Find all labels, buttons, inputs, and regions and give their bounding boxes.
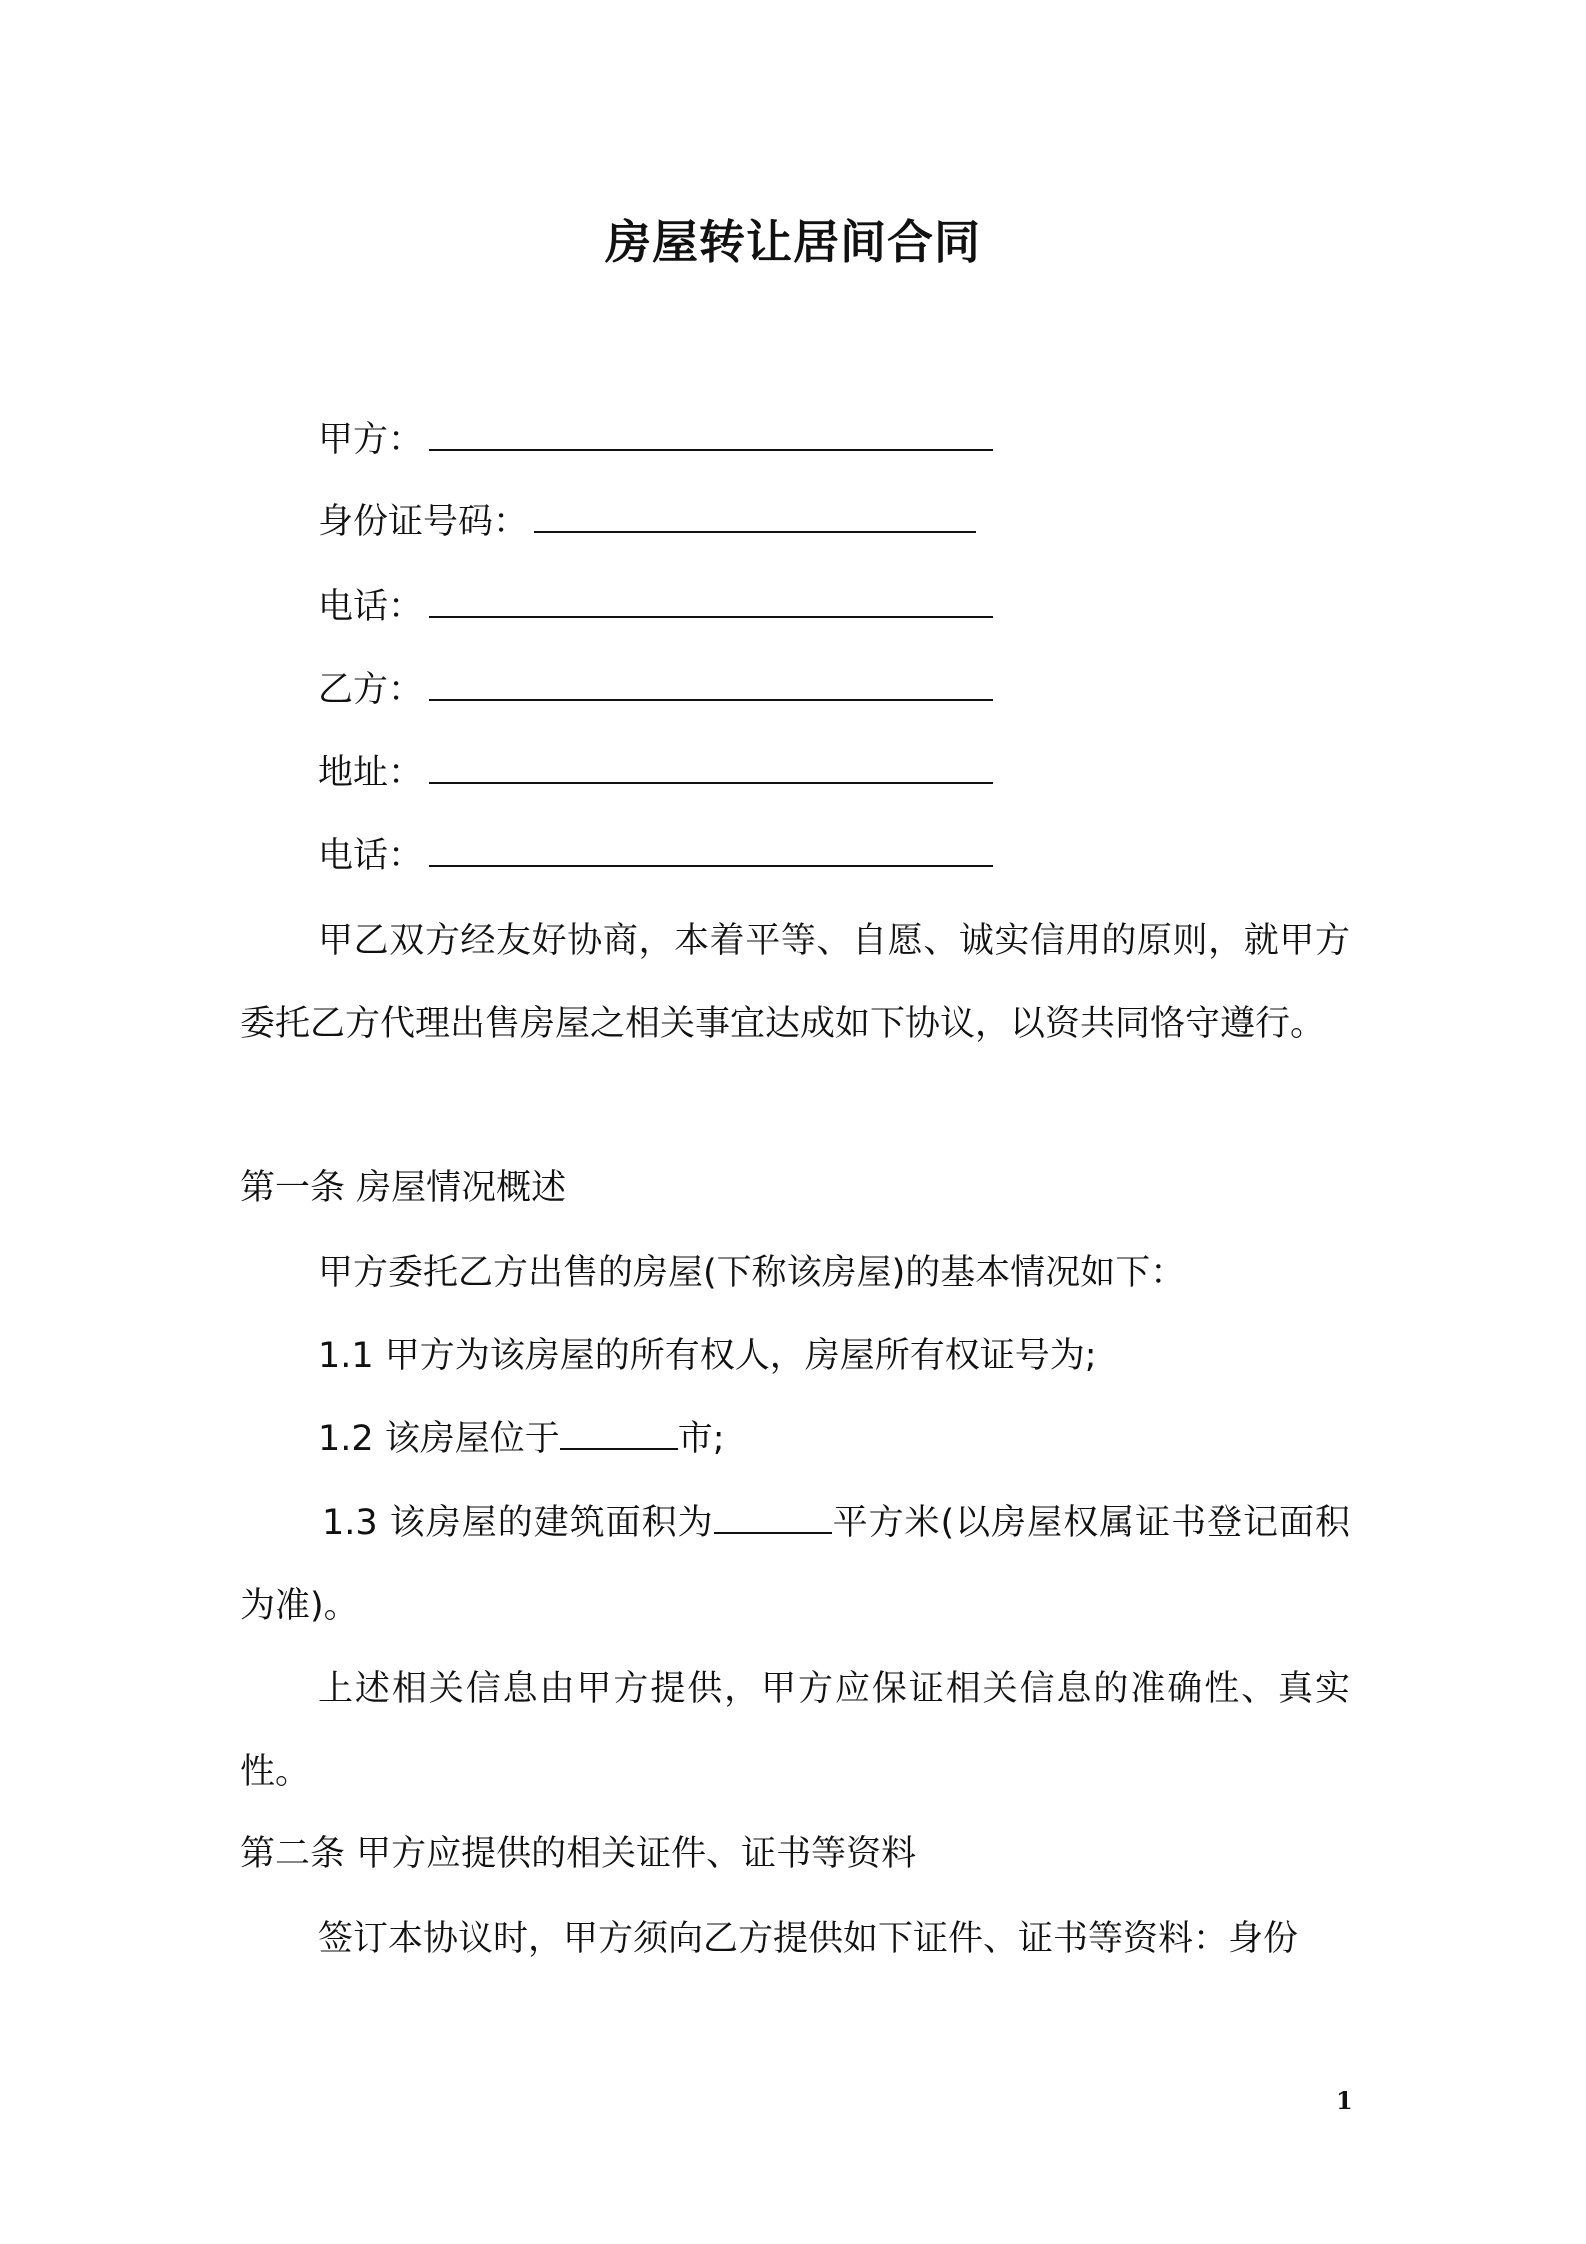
field-party-b [318, 666, 993, 714]
article1-heading: 第一条 房屋情况概述 [240, 1168, 567, 1208]
field-blank-line [534, 501, 976, 533]
document-title: 房屋转让居间合同 [605, 215, 981, 269]
item2-suffix: 市; [677, 1419, 725, 1459]
article2-heading: 第二条 甲方应提供的相关证件、证书等资料 [240, 1834, 917, 1874]
page-number: 1 [1336, 2086, 1353, 2115]
field-label: 地址： [318, 753, 424, 793]
blank-line [560, 1418, 678, 1450]
item3-suffix: 平方米(以房屋权属证书登记面积为准)。 [240, 1503, 1350, 1626]
article1-lead: 甲方委托乙方出售的房屋(下称该房屋)的基本情况如下： [318, 1253, 1186, 1293]
field-label: 乙方： [318, 670, 424, 710]
field-phone-b [318, 832, 993, 880]
article1-item1: 1.1 甲方为该房屋的所有权人，房屋所有权证号为; [318, 1336, 1097, 1376]
field-label: 电话： [318, 587, 424, 627]
field-address [318, 749, 993, 797]
field-label: 电话： [318, 836, 424, 876]
item3-prefix: 1.3 该房屋的建筑面积为 [322, 1503, 714, 1543]
article1-item3 [240, 1482, 1350, 1648]
blank-line [714, 1502, 832, 1534]
item2-prefix: 1.2 该房屋位于 [318, 1419, 560, 1459]
field-blank-line [429, 419, 993, 451]
field-blank-line [429, 752, 993, 784]
field-phone-a [318, 583, 993, 631]
field-label: 甲方： [318, 420, 424, 460]
field-label: 身份证号码： [318, 502, 529, 542]
field-party-a [318, 416, 993, 464]
article1-item2 [318, 1415, 725, 1463]
field-blank-line [429, 586, 993, 618]
field-id-number [318, 498, 976, 546]
intro-paragraph: 甲乙双方经友好协商，本着平等、自愿、诚实信用的原则，就甲方委托乙方代理出售房屋之相关事宜达成如下协议，以资共同恪守遵行。 [240, 921, 1350, 1044]
field-blank-line [429, 669, 993, 701]
article2-paragraph: 签订本协议时，甲方须向乙方提供如下证件、证书等资料：身份 [318, 1919, 1299, 1959]
article1-note: 上述相关信息由甲方提供，甲方应保证相关信息的准确性、真实性。 [240, 1669, 1350, 1792]
field-blank-line [429, 835, 993, 867]
